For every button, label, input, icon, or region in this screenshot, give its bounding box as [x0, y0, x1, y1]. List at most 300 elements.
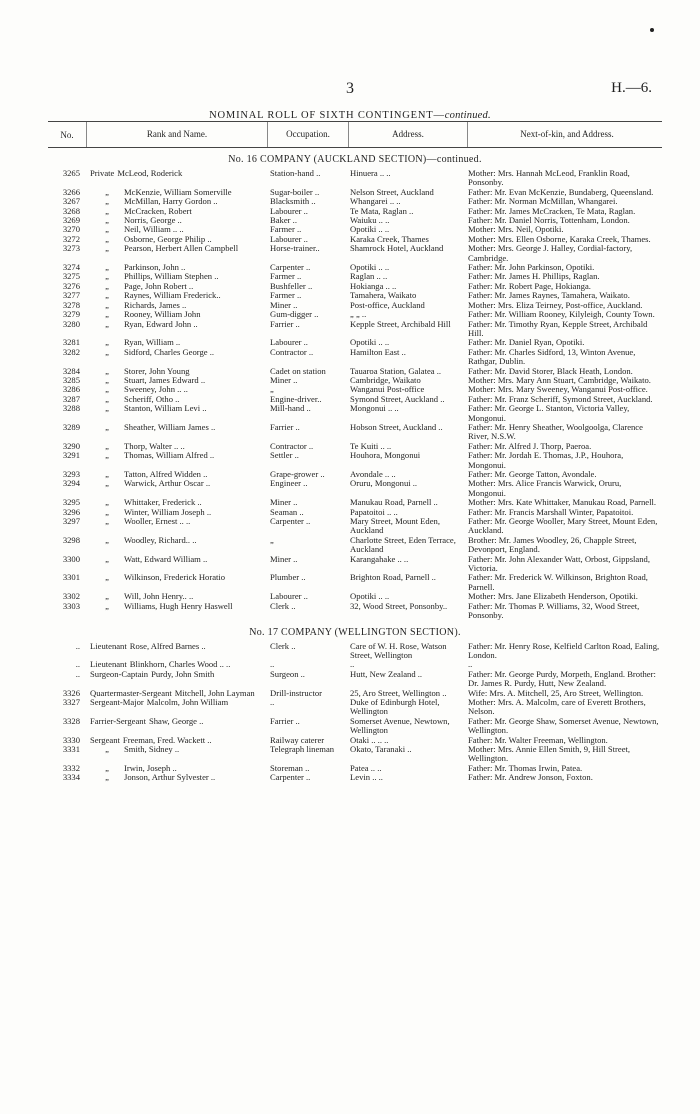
- cell-occupation: „: [270, 534, 274, 545]
- cell-no: 3334: [62, 772, 80, 783]
- cell-name: McCracken, Robert: [124, 205, 192, 216]
- cell-name: Parkinson, John ..: [124, 262, 186, 273]
- cell-rank: „: [105, 553, 109, 564]
- cell-no: 3289: [62, 421, 80, 432]
- cell-next-of-kin: Father: Mr. George Tatton, Avondale.: [468, 469, 597, 479]
- cell-next-of-kin: Mother: Mrs. Jane Elizabeth Henderson, Opotiki.: [468, 591, 638, 602]
- cell-next-of-kin: ..: [468, 659, 473, 670]
- cell-rank: „: [105, 215, 109, 226]
- table-row: [48, 320, 662, 339]
- cell-occupation: Farmer ..: [270, 290, 302, 301]
- table-row: [48, 773, 662, 782]
- cell-next-of-kin: Father: Mr. Henry Rose, Kelfield Carlton Road, Ealing, London.: [468, 640, 660, 660]
- cell-address: Nelson Street, Auckland: [350, 186, 434, 197]
- cell-rank: „: [105, 506, 109, 517]
- cell-name: Blinkhorn, Charles Wood .. ..: [129, 659, 231, 670]
- cell-occupation: Miner ..: [270, 299, 298, 310]
- cell-occupation: Miner ..: [270, 497, 298, 508]
- cell-address: Hamilton East ..: [350, 346, 406, 357]
- cell-next-of-kin: Father: Mr. Frederick W. Wilkinson, Brighton Road, Parnell.: [468, 572, 648, 592]
- cell-name: Malcolm, John William: [146, 696, 229, 707]
- title-suffix: continued.: [444, 110, 491, 121]
- cell-no: ..: [75, 640, 80, 651]
- cell-no: 3285: [62, 374, 80, 385]
- cell-next-of-kin: Father: Mr. Walter Freeman, Wellington.: [468, 734, 608, 745]
- cell-next-of-kin: Father: Mr. Daniel Ryan, Opotiki.: [468, 337, 585, 348]
- cell-name: Ryan, William ..: [124, 337, 181, 348]
- cell-next-of-kin: Mother: Mrs. George J. Halley, Cordial-factory, Cambridge.: [468, 243, 633, 263]
- cell-occupation: Labourer ..: [270, 205, 308, 216]
- cell-rank: „: [105, 600, 109, 611]
- cell-occupation: Bushfeller ..: [270, 280, 313, 291]
- cell-address: Patea .. ..: [350, 762, 382, 773]
- cell-occupation: Labourer ..: [270, 233, 308, 244]
- cell-rank: „: [105, 743, 109, 754]
- cell-next-of-kin: Father: Mr. Charles Sidford, 13, Winton Avenue, Rathgar, Dublin.: [468, 346, 636, 367]
- cell-occupation: Drill-instructor: [270, 687, 323, 698]
- cell-occupation: Farrier ..: [270, 318, 300, 329]
- cell-no: 3269: [62, 215, 80, 226]
- cell-occupation: Seaman ..: [270, 506, 304, 517]
- cell-next-of-kin: Father: Mr. John Alexander Watt, Orbost, Gippsland, Victoria.: [468, 553, 650, 574]
- cell-rank: „: [105, 478, 109, 489]
- cell-address: Brighton Road, Parnell ..: [350, 572, 436, 583]
- cell-address: Avondale .. ..: [350, 469, 396, 479]
- cell-name: Freeman, Fred. Wackett ..: [122, 734, 212, 745]
- cell-rank: „: [105, 243, 109, 254]
- cell-next-of-kin: Father: Mr. James H. Phillips, Raglan.: [468, 271, 600, 282]
- cell-next-of-kin: Father: Mr. George Wooller, Mary Street, Mount Eden, Auckland.: [468, 516, 658, 536]
- cell-address: Opotiki .. ..: [350, 591, 390, 602]
- cell-name: Warwick, Arthur Oscar ..: [124, 478, 211, 489]
- table-row: [48, 536, 662, 555]
- cell-rank-name: [86, 555, 266, 574]
- cell-no: 3286: [62, 384, 80, 395]
- cell-next-of-kin: Father: Mr. John Parkinson, Opotiki.: [468, 262, 595, 273]
- cell-rank: „: [105, 205, 109, 216]
- cell-occupation: Engineer ..: [270, 478, 308, 489]
- cell-address: Raglan .. ..: [350, 271, 388, 282]
- cell-name: Woodley, Richard.. ..: [124, 534, 197, 545]
- cell-rank: „: [105, 393, 109, 404]
- cell-next-of-kin: Father: Mr. George L. Stanton, Victoria Valley, Mongonui.: [468, 403, 630, 423]
- cell-address: Levin .. ..: [350, 772, 383, 783]
- cell-occupation: Settler ..: [270, 450, 299, 461]
- cell-rank: Lieutenant: [90, 640, 127, 651]
- cell-address: Mongonui .. ..: [350, 403, 399, 414]
- cell-occupation: Clerk ..: [270, 600, 296, 611]
- cell-occupation: Farmer ..: [270, 224, 302, 235]
- cell-next-of-kin: Wife: Mrs. A. Mitchell, 25, Aro Street, Wellington.: [468, 687, 644, 698]
- title-main: NOMINAL ROLL OF SIXTH CONTINGENT—: [209, 110, 445, 121]
- cell-no: 3284: [62, 365, 80, 376]
- cell-no: 3278: [62, 299, 80, 310]
- cell-rank: „: [105, 196, 109, 207]
- cell-rank: „: [105, 591, 109, 602]
- cell-rank: „: [105, 374, 109, 385]
- cell-address: Kepple Street, Archibald Hill: [350, 318, 451, 329]
- page-number: 3: [346, 80, 354, 97]
- cell-address: ..: [350, 659, 355, 670]
- cell-name: Osborne, George Philip ..: [124, 233, 212, 244]
- cell-occupation: Contractor ..: [270, 346, 314, 357]
- cell-rank-name: [86, 698, 266, 717]
- cell-name: Rose, Alfred Barnes ..: [129, 640, 206, 651]
- cell-rank: „: [105, 233, 109, 244]
- cell-occupation: Miner ..: [270, 553, 298, 564]
- cell-rank: „: [105, 762, 109, 773]
- cell-address: Mary Street, Mount Eden, Auckland: [350, 516, 440, 536]
- cell-rank: „: [105, 497, 109, 508]
- cell-rank: „: [105, 186, 109, 197]
- cell-next-of-kin: Father: Mr. Timothy Ryan, Kepple Street, Archibald Hill.: [468, 318, 648, 338]
- cell-no: 3276: [62, 280, 80, 291]
- cell-no: 3294: [62, 478, 80, 489]
- table-row: [48, 670, 662, 689]
- cell-rank: „: [105, 309, 109, 320]
- cell-next-of-kin: Father: Mr. James McCracken, Te Mata, Raglan.: [468, 205, 636, 216]
- cell-rank-name: [86, 517, 266, 536]
- cell-occupation: Surgeon ..: [270, 668, 305, 679]
- cell-name: McLeod, Roderick: [117, 168, 183, 178]
- cell-name: Page, John Robert ..: [124, 280, 194, 291]
- cell-no: 3331: [62, 743, 80, 754]
- cell-rank: „: [105, 290, 109, 301]
- cell-no: 3330: [62, 734, 80, 745]
- cell-occupation: Carpenter ..: [270, 516, 311, 527]
- cell-address: Whangarei .. ..: [350, 196, 401, 207]
- cell-occupation: Mill-hand ..: [270, 403, 311, 414]
- cell-name: Phillips, William Stephen ..: [124, 271, 219, 282]
- cell-occupation: Plumber ..: [270, 572, 306, 583]
- cell-next-of-kin: Mother: Mrs. A. Malcolm, care of Everett Brothers, Nelson.: [468, 696, 646, 717]
- cell-rank: „: [105, 450, 109, 461]
- cell-no: 3291: [62, 450, 80, 461]
- table-row: [48, 423, 662, 442]
- cell-no: 3296: [62, 506, 80, 517]
- cell-no: 3277: [62, 290, 80, 301]
- cell-occupation: „: [270, 384, 274, 395]
- cell-no: 3332: [62, 762, 80, 773]
- cell-address: Otaki .. .. ..: [350, 734, 389, 745]
- cell-no: 3326: [62, 687, 80, 698]
- cell-no: 3327: [62, 696, 80, 707]
- cell-no: 3267: [62, 196, 80, 207]
- table-row: [48, 698, 662, 717]
- cell-rank-name: [86, 717, 266, 736]
- cell-name: Raynes, William Frederick..: [124, 290, 221, 301]
- cell-no: 3295: [62, 497, 80, 508]
- cell-name: Watt, Edward William ..: [124, 553, 208, 564]
- cell-address: Manukau Road, Parnell ..: [350, 497, 438, 508]
- cell-address: Opotiki .. ..: [350, 337, 390, 348]
- cell-no: 3297: [62, 516, 80, 527]
- cell-name: Stanton, William Levi ..: [124, 403, 207, 414]
- cell-address: Houhora, Mongonui: [350, 450, 421, 461]
- cell-next-of-kin: Father: Mr. Francis Marshall Winter, Papatoitoi.: [468, 506, 634, 517]
- cell-rank: Farrier-Sergeant: [90, 715, 146, 726]
- cell-occupation: Blacksmith ..: [270, 196, 316, 207]
- cell-address: Opotiki .. ..: [350, 224, 390, 235]
- cell-rank-name: [86, 573, 266, 592]
- cell-occupation: Farmer ..: [270, 271, 302, 282]
- cell-rank: „: [105, 772, 109, 783]
- table-row: [48, 348, 662, 367]
- cell-next-of-kin: Father: Mr. Thomas P. Williams, 32, Wood Street, Ponsonby.: [468, 600, 640, 621]
- cell-address: Papatoitoi .. ..: [350, 506, 398, 517]
- cell-occupation: Carpenter ..: [270, 262, 311, 273]
- cell-name: Winter, William Joseph ..: [124, 506, 212, 517]
- table-row: [48, 404, 662, 423]
- cell-next-of-kin: Mother: Mrs. Alice Francis Warwick, Oruru, Mongonui.: [468, 478, 622, 498]
- cell-next-of-kin: Father: Mr. Norman McMillan, Whangarei.: [468, 196, 618, 207]
- cell-rank-name: [86, 773, 266, 782]
- cell-name: Smith, Sidney ..: [124, 743, 180, 754]
- header-address: Address.: [348, 122, 467, 147]
- table-row: [48, 555, 662, 574]
- cell-rank-name: [86, 745, 266, 764]
- cell-rank: Sergeant: [90, 734, 120, 745]
- cell-no: 3265: [62, 168, 80, 178]
- cell-occupation: Engine-driver..: [270, 393, 322, 404]
- cell-occupation: Horse-trainer..: [270, 243, 320, 254]
- cell-name: Sweeney, John .. ..: [124, 384, 188, 395]
- cell-name: Scheriff, Otho ..: [124, 393, 180, 404]
- cell-rank-name: [86, 536, 266, 555]
- cell-no: 3282: [62, 346, 80, 357]
- cell-no: 3268: [62, 205, 80, 216]
- cell-name: Will, John Henry.. ..: [124, 591, 194, 602]
- cell-address: 25, Aro Street, Wellington ..: [350, 687, 447, 698]
- cell-address: Tamahera, Waikato: [350, 290, 417, 301]
- cell-rank: „: [105, 421, 109, 432]
- header-no: No.: [60, 129, 74, 140]
- cell-address: Te Mata, Raglan ..: [350, 205, 414, 216]
- cell-address: Karangahake .. ..: [350, 553, 409, 564]
- cell-next-of-kin: Mother: Mrs. Ellen Osborne, Karaka Creek, Thames.: [468, 233, 651, 244]
- cell-next-of-kin: Mother: Mrs. Mary Ann Stuart, Cambridge, Waikato.: [468, 374, 651, 385]
- cell-rank: „: [105, 337, 109, 348]
- cell-next-of-kin: Mother: Mrs. Annie Ellen Smith, 9, Hill Street, Wellington.: [468, 743, 631, 764]
- cell-occupation: Labourer ..: [270, 337, 308, 348]
- cell-address: „ „ ..: [350, 309, 367, 320]
- cell-rank: „: [105, 365, 109, 376]
- cell-rank-name: [86, 404, 266, 423]
- cell-rank: „: [105, 572, 109, 583]
- cell-no: 3270: [62, 224, 80, 235]
- cell-no: 3301: [62, 572, 80, 583]
- table-row: [48, 451, 662, 470]
- cell-next-of-kin: Father: Mr. George Shaw, Somerset Avenue, Newtown, Wellington.: [468, 715, 659, 736]
- cell-name: Shaw, George ..: [148, 715, 204, 726]
- cell-name: Rooney, William John: [124, 309, 201, 320]
- cell-address: Duke of Edinburgh Hotel, Wellington: [350, 696, 440, 717]
- table-row: [48, 717, 662, 736]
- cell-name: Norris, George ..: [124, 215, 182, 226]
- cell-name: Mitchell, John Layman: [174, 687, 255, 698]
- cell-name: Thorp, Walter .. ..: [124, 440, 185, 451]
- cell-rank-name: [86, 348, 266, 367]
- cell-rank-name: [86, 451, 266, 470]
- cell-name: Whittaker, Frederick ..: [124, 497, 202, 508]
- table-header: [48, 121, 662, 148]
- cell-next-of-kin: Father: Mr. Andrew Jonson, Foxton.: [468, 772, 593, 783]
- cell-no: 3287: [62, 393, 80, 404]
- table-row: [48, 169, 662, 188]
- cell-rank: „: [105, 346, 109, 357]
- cell-next-of-kin: Father: Mr. James Raynes, Tamahera, Waikato.: [468, 290, 630, 301]
- cell-address: Opotiki .. ..: [350, 262, 390, 273]
- cell-name: Neil, William .. ..: [124, 224, 184, 235]
- cell-address: Hinuera .. ..: [350, 168, 391, 178]
- cell-occupation: Farrier ..: [270, 421, 300, 432]
- cell-no: 3281: [62, 337, 80, 348]
- cell-occupation: Contractor ..: [270, 440, 314, 451]
- cell-next-of-kin: Father: Mr. Robert Page, Hokianga.: [468, 280, 591, 291]
- document-reference: H.—6.: [611, 80, 652, 96]
- cell-rank: „: [105, 299, 109, 310]
- cell-no: 3293: [62, 469, 80, 479]
- cell-rank: „: [105, 403, 109, 414]
- cell-address: Charlotte Street, Eden Terrace, Auckland: [350, 534, 456, 555]
- cell-next-of-kin: Father: Mr. Evan McKenzie, Bundaberg, Queensland.: [468, 186, 654, 197]
- cell-next-of-kin: Father: Mr. Daniel Norris, Tottenham, London.: [468, 215, 630, 226]
- table-row: [48, 642, 662, 661]
- cell-next-of-kin: Father: Mr. Alfred J. Thorp, Paeroa.: [468, 440, 592, 451]
- cell-rank: „: [105, 440, 109, 451]
- cell-name: Ryan, Edward John ..: [124, 318, 198, 329]
- cell-occupation: Storeman ..: [270, 762, 310, 773]
- cell-name: Irwin, Joseph ..: [124, 762, 177, 773]
- cell-rank: Quartermaster-Sergeant: [90, 687, 172, 698]
- cell-no: 3279: [62, 309, 80, 320]
- cell-next-of-kin: Mother: Mrs. Eliza Teirney, Post-office, Auckland.: [468, 299, 643, 310]
- table-row: [48, 602, 662, 621]
- cell-rank: „: [105, 469, 109, 479]
- cell-occupation: Railway caterer: [270, 734, 325, 745]
- cell-name: Richards, James ..: [124, 299, 187, 310]
- cell-rank: „: [105, 262, 109, 273]
- cell-next-of-kin: Father: Mr. Franz Scheriff, Symond Street, Auckland.: [468, 393, 653, 404]
- cell-rank: „: [105, 271, 109, 282]
- cell-rank-name: [86, 670, 266, 689]
- cell-address: Hobson Street, Auckland ..: [350, 421, 443, 432]
- cell-rank: „: [105, 318, 109, 329]
- cell-address: Post-office, Auckland: [350, 299, 425, 310]
- cell-rank: „: [105, 384, 109, 395]
- cell-occupation: Farrier ..: [270, 715, 300, 726]
- cell-name: Jonson, Arthur Sylvester ..: [124, 772, 216, 783]
- cell-address: Karaka Creek, Thames: [350, 233, 429, 244]
- cell-name: Wooller, Ernest .. ..: [124, 516, 191, 527]
- cell-address: Okato, Taranaki ..: [350, 743, 412, 754]
- section-title: No. 16 COMPANY (AUCKLAND SECTION)—continued.: [228, 154, 482, 165]
- cell-name: Pearson, Herbert Allen Campbell: [124, 243, 239, 254]
- table-row: [48, 573, 662, 592]
- cell-no: 3274: [62, 262, 80, 273]
- table-row: [48, 517, 662, 536]
- cell-address: Oruru, Mongonui ..: [350, 478, 418, 489]
- cell-rank-name: [86, 244, 266, 263]
- cell-occupation: Sugar-boiler ..: [270, 186, 320, 197]
- cell-rank: „: [105, 280, 109, 291]
- cell-next-of-kin: Brother: Mr. James Woodley, 26, Chapple Street, Devonport, England.: [468, 534, 637, 555]
- cell-rank-name: [86, 642, 266, 661]
- cell-occupation: Grape-grower ..: [270, 469, 325, 479]
- cell-address: Waiuku .. ..: [350, 215, 390, 226]
- cell-address: Cambridge, Waikato: [350, 374, 421, 385]
- cell-name: Wilkinson, Frederick Horatio: [124, 572, 226, 583]
- cell-address: Hokianga .. ..: [350, 280, 397, 291]
- cell-name: Purdy, John Smith: [151, 668, 215, 679]
- cell-rank-name: [86, 169, 266, 188]
- table-body: [48, 148, 662, 783]
- cell-next-of-kin: Father: Mr. Thomas Irwin, Patea.: [468, 762, 583, 773]
- cell-address: Shamrock Hotel, Auckland: [350, 243, 444, 254]
- cell-next-of-kin: Father: Mr. Henry Sheather, Woolgoolga, Clarence River, N.S.W.: [468, 421, 643, 442]
- cell-address: Somerset Avenue, Newtown, Wellington: [350, 715, 450, 736]
- cell-no: 3280: [62, 318, 80, 329]
- section-title: No. 17 COMPANY (WELLINGTON SECTION).: [249, 626, 461, 638]
- cell-occupation: Station-hand ..: [270, 168, 321, 178]
- table-row: [48, 479, 662, 498]
- table-row: [48, 745, 662, 764]
- cell-no: ..: [75, 659, 80, 670]
- cell-rank-name: [86, 479, 266, 498]
- cell-occupation: ..: [270, 696, 275, 707]
- cell-address: 32, Wood Street, Ponsonby..: [350, 600, 448, 611]
- cell-rank-name: [86, 320, 266, 339]
- cell-no: 3266: [62, 186, 80, 197]
- header-occupation: Occupation.: [267, 122, 348, 147]
- cell-no: 3300: [62, 553, 80, 564]
- cell-next-of-kin: Mother: Mrs. Hannah McLeod, Franklin Road, Ponsonby.: [468, 168, 630, 188]
- page-title: [0, 110, 700, 121]
- cell-next-of-kin: Father: Mr. Jordah E. Thomas, J.P., Houhora, Mongonui.: [468, 450, 624, 470]
- cell-rank: Private: [90, 168, 115, 178]
- nominal-roll-table: [48, 121, 662, 783]
- cell-address: Hutt, New Zealand ..: [350, 668, 423, 679]
- cell-no: 3272: [62, 233, 80, 244]
- cell-no: 3298: [62, 534, 80, 545]
- header-next-of-kin: Next-of-kin, and Address.: [467, 122, 666, 147]
- cell-no: 3328: [62, 715, 80, 726]
- cell-occupation: Miner ..: [270, 374, 298, 385]
- cell-occupation: Telegraph lineman: [270, 743, 335, 754]
- cell-next-of-kin: Father: Mr. David Storer, Black Heath, London.: [468, 365, 633, 376]
- cell-occupation: ..: [270, 659, 275, 670]
- cell-name: Storer, John Young: [124, 365, 190, 376]
- page-mark-dot: [650, 28, 654, 32]
- cell-next-of-kin: Mother: Mrs. Mary Sweeney, Wanganui Post-office.: [468, 384, 648, 395]
- cell-occupation: Cadet on station: [270, 365, 326, 376]
- cell-name: Williams, Hugh Henry Haswell: [124, 600, 233, 611]
- cell-rank: Sergeant-Major: [90, 696, 144, 707]
- cell-rank-name: [86, 423, 266, 442]
- cell-name: Sheather, William James ..: [124, 421, 216, 432]
- header-name: Rank and Name.: [86, 122, 267, 147]
- cell-no: 3302: [62, 591, 80, 602]
- table-row: [48, 244, 662, 263]
- cell-no: 3303: [62, 600, 80, 611]
- cell-rank-name: [86, 602, 266, 621]
- cell-rank: Lieutenant: [90, 659, 127, 670]
- cell-rank: „: [105, 224, 109, 235]
- cell-address: Care of W. H. Rose, Watson Street, Wellington: [350, 640, 447, 660]
- cell-rank: „: [105, 534, 109, 545]
- cell-rank: Surgeon-Captain: [90, 668, 149, 679]
- cell-occupation: Carpenter ..: [270, 772, 311, 783]
